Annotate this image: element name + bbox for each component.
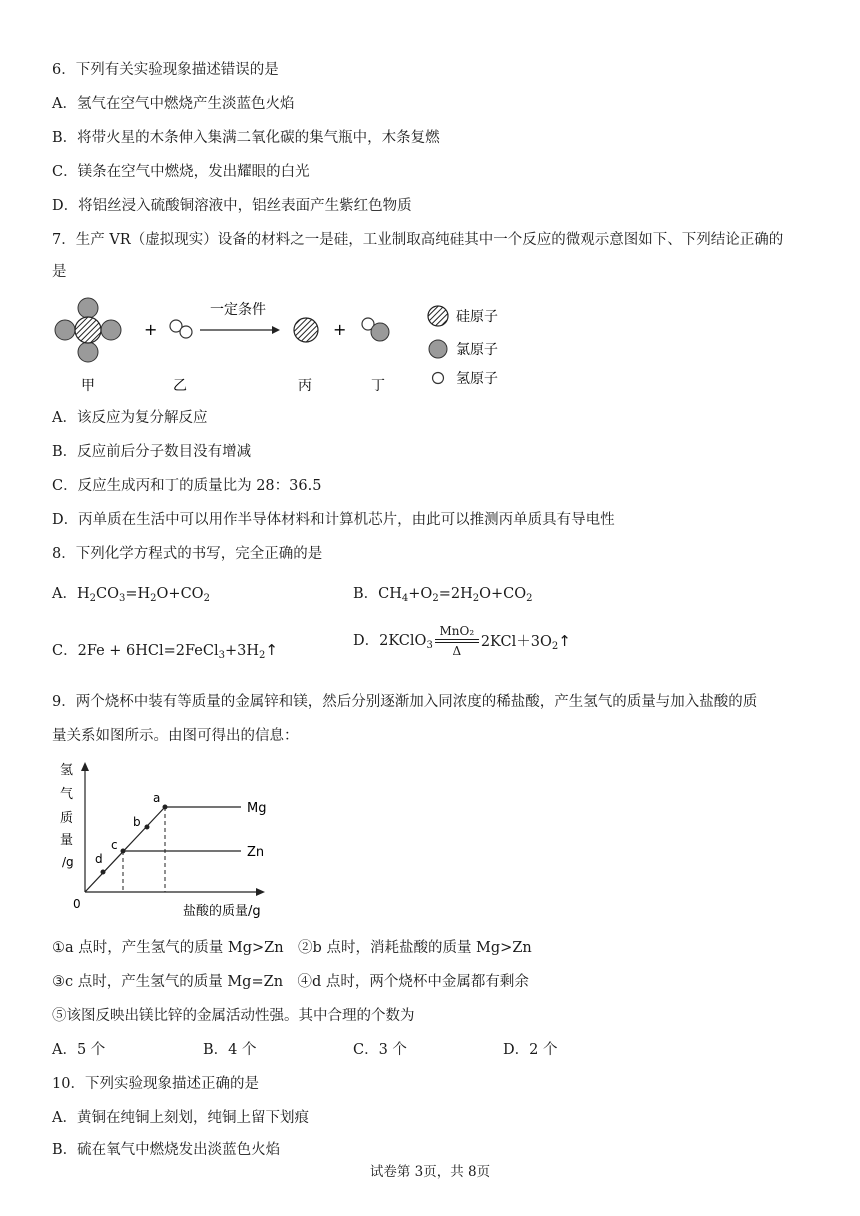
q8-option-b <box>353 584 533 604</box>
legend <box>428 306 498 387</box>
hydrogen-mass-chart <box>55 758 285 924</box>
molecule-bing <box>294 318 318 342</box>
y-axis-arrow-icon <box>81 762 89 771</box>
q8-option-d-condition <box>435 624 479 658</box>
point-c <box>121 849 126 854</box>
legend-chlorine-label: 氯原子 <box>456 342 498 358</box>
q8-option-d-label: D． <box>353 633 380 649</box>
point-a <box>163 805 168 810</box>
q9-stem-line2: 量关系如图所示。由图可得出的信息： <box>52 728 299 744</box>
x-axis-arrow-icon <box>256 888 265 896</box>
legend-chlorine-icon <box>429 340 447 358</box>
catalyst-label: MnO₂ <box>439 624 475 638</box>
q6-option-b: B．将带火星的木条伸入集满二氧化碳的集气瓶中，木条复燃 <box>52 130 440 146</box>
point-b <box>145 825 150 830</box>
legend-silicon-icon <box>428 306 448 326</box>
label-jia: 甲 <box>81 378 95 394</box>
q7-option-b: B．反应前后分子数目没有增减 <box>52 444 252 460</box>
plus-sign-1: + <box>144 320 158 339</box>
q8-option-c-label: C． <box>52 643 78 659</box>
label-bing: 丙 <box>298 378 312 394</box>
label-ding: 丁 <box>371 378 385 394</box>
y-axis-label-1: 氢 <box>60 763 74 778</box>
y-axis-label-4: 量 <box>60 833 74 848</box>
point-d <box>101 870 106 875</box>
legend-hydrogen-label: 氢原子 <box>456 371 498 387</box>
reaction-micro-diagram <box>50 292 520 396</box>
q10-stem: 10．下列实验现象描述正确的是 <box>52 1076 259 1092</box>
label-yi: 乙 <box>173 378 187 394</box>
zn-series-label: Zn <box>247 845 265 860</box>
q8-option-d: D．2KClO$_3$ $\frac{\text{MnO₂}}{\Delta}$ $2KCl+3O_2↑$ <box>353 624 571 658</box>
q8-stem: 8．下列化学方程式的书写，完全正确的是 <box>52 546 323 562</box>
q7-stem-line1: 7．生产 VR（虚拟现实）设备的材料之一是硅，工业制取高纯硅其中一个反应的微观示意图如下、下列结论正确的 <box>52 232 784 248</box>
q7-option-d: D．丙单质在生活中可以用作半导体材料和计算机芯片，由此可以推测丙单质具有导电性 <box>52 512 615 528</box>
reaction-condition: 一定条件 <box>210 302 266 318</box>
q9-stem-line1: 9．两个烧杯中装有等质量的金属锌和镁，然后分别逐渐加入同浓度的稀盐酸，产生氢气的质量与加入盐酸的质 <box>52 694 758 710</box>
q8-option-a-equation: $H_2CO_3=H_2O+CO_2$ <box>76 586 210 604</box>
legend-silicon-label: 硅原子 <box>456 309 498 325</box>
point-b-label: b <box>133 815 141 829</box>
origin-label: 0 <box>73 897 81 911</box>
q10-option-a: A．黄铜在纯铜上刻划，纯铜上留下划痕 <box>52 1110 309 1126</box>
molecule-yi <box>170 320 192 338</box>
y-axis-label-3: 质 <box>60 811 74 826</box>
q9-statement-3-4: ③c 点时，产生氢气的质量 Mg=Zn ④d 点时，两个烧杯中金属都有剩余 <box>52 974 529 990</box>
mg-series-label: Mg <box>247 801 267 816</box>
q9-option-d: D．2 个 <box>503 1042 558 1058</box>
q9-statement-1-2: ①a 点时，产生氢气的质量 Mg>Zn ②b 点时，消耗盐酸的质量 Mg>Zn <box>52 940 532 956</box>
point-d-label: d <box>95 852 103 866</box>
q6-option-d: D．将铝丝浸入硫酸铜溶液中，铝丝表面产生紫红色物质 <box>52 198 412 214</box>
q7-option-c: C．反应生成丙和丁的质量比为 28：36.5 <box>52 478 322 494</box>
q10-option-b: B．硫在氧气中燃烧发出淡蓝色火焰 <box>52 1142 281 1158</box>
q7-stem-line2: 是 <box>52 264 67 280</box>
q7-option-a: A．该反应为复分解反应 <box>52 410 208 426</box>
x-axis-label: 盐酸的质量/g <box>183 904 261 919</box>
legend-hydrogen-icon <box>433 373 444 384</box>
plus-sign-2: + <box>333 320 347 339</box>
q6-stem: 6．下列有关实验现象描述错误的是 <box>52 62 279 78</box>
q9-option-c: C．3 个 <box>353 1042 407 1058</box>
q6-option-c: C．镁条在空气中燃烧，发出耀眼的白光 <box>52 164 310 180</box>
q9-option-b: B．4 个 <box>203 1042 257 1058</box>
q8-option-b-equation: $CH_4+O_2=2H_2O+CO_2$ <box>378 586 533 604</box>
q8-option-b-label: B． <box>353 586 379 602</box>
point-a-label: a <box>153 791 161 805</box>
point-c-label: c <box>111 838 118 852</box>
q9-statement-5: ⑤该图反映出镁比锌的金属活动性强。其中合理的个数为 <box>52 1008 415 1024</box>
y-axis-label-5: /g <box>62 855 74 869</box>
molecule-jia <box>55 298 121 362</box>
q8-option-a <box>52 584 210 604</box>
q6-option-a: A．氢气在空气中燃烧产生淡蓝色火焰 <box>52 96 295 112</box>
y-axis-label-2: 气 <box>60 787 74 802</box>
q8-option-a-label: A． <box>52 586 77 602</box>
reaction-arrow-head-icon <box>272 326 280 334</box>
page-footer: 试卷第 3页，共 8页 <box>369 1164 491 1180</box>
q8-option-c <box>52 640 278 661</box>
q8-option-c-equation: $2Fe + 6HCl=2FeCl_3+3H_2↑$ <box>77 641 278 661</box>
molecule-ding <box>362 318 389 341</box>
q9-option-a: A．5 个 <box>52 1042 106 1058</box>
heat-symbol: Δ <box>452 644 462 658</box>
